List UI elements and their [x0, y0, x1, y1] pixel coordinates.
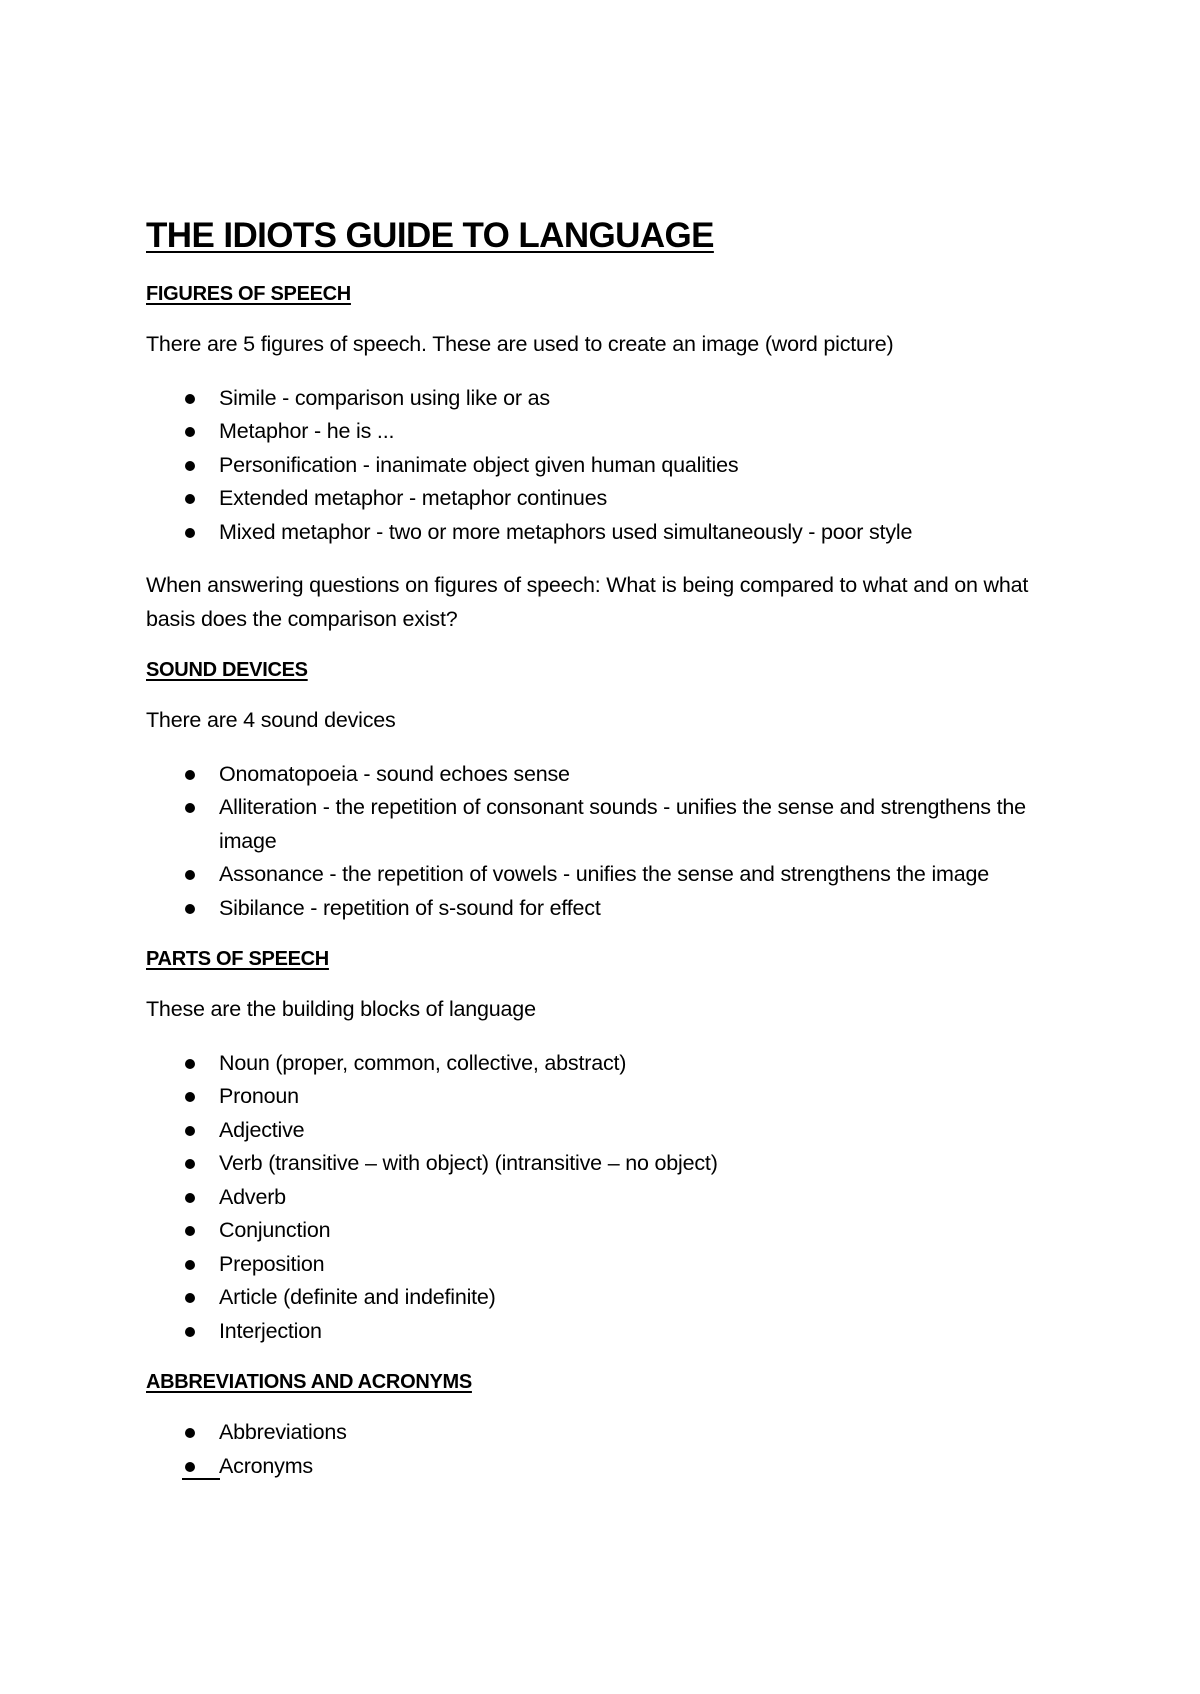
bullet-icon — [185, 1293, 195, 1303]
section-note: When answering questions on figures of speech: What is being compared to what and on what basis does the comparison exist? — [146, 573, 1029, 631]
section-heading: ABBREVIATIONS AND ACRONYMS — [146, 1371, 472, 1393]
list-item-text: Acronyms — [219, 1453, 313, 1478]
section-heading: PARTS OF SPEECH — [146, 948, 329, 970]
bullet-icon — [185, 1327, 195, 1337]
bullet-icon — [185, 1092, 195, 1102]
list-item — [146, 858, 1066, 892]
bullet-icon — [185, 1059, 195, 1069]
list-item-text: Alliteration - the repetition of consonant sounds - unifies the sense and strengthens the image — [219, 795, 1026, 853]
list-item — [146, 1047, 1066, 1081]
list-item — [146, 1281, 1066, 1315]
bullet-icon — [185, 803, 195, 813]
list-item-text: Conjunction — [219, 1218, 331, 1242]
bullet-icon — [185, 427, 195, 437]
list-item — [146, 482, 1066, 516]
bullet-icon — [185, 494, 195, 504]
section-intro: There are 5 figures of speech. These are used to create an image (word picture) — [146, 332, 894, 356]
list-item — [146, 449, 1066, 483]
section-figures-of-speech — [146, 280, 1066, 636]
bullet-icon — [185, 1159, 195, 1169]
bullet-icon — [185, 1260, 195, 1270]
document-title: THE IDIOTS GUIDE TO LANGUAGE — [146, 216, 714, 255]
section-heading: SOUND DEVICES — [146, 659, 308, 681]
bullet-list — [146, 382, 1066, 550]
bullet-icon — [185, 870, 195, 880]
list-item-text: Verb (transitive – with object) (intransitive – no object) — [219, 1151, 718, 1175]
list-item-text: Onomatopoeia - sound echoes sense — [219, 761, 570, 786]
list-item-text: Adjective — [219, 1117, 305, 1142]
section-sound-devices — [146, 656, 1066, 925]
list-item-text: Personification - inanimate object given human qualities — [219, 452, 739, 477]
bullet-icon — [185, 1193, 195, 1203]
list-item-text: Assonance - the repetition of vowels - unifies the sense and strengthens the image — [219, 862, 990, 886]
list-item-text: Preposition — [219, 1251, 325, 1276]
bullet-icon — [185, 461, 195, 471]
list-item-text: Pronoun — [219, 1084, 299, 1108]
bullet-list — [146, 758, 1066, 926]
list-item-text: Simile - comparison using like or as — [219, 385, 550, 410]
list-item-text: Article (definite and indefinite) — [219, 1285, 496, 1309]
bullet-icon — [185, 528, 195, 538]
section-parts-of-speech — [146, 945, 1066, 1348]
list-item — [146, 1214, 1066, 1248]
list-item — [146, 1181, 1066, 1215]
list-item-text: Abbreviations — [219, 1420, 347, 1444]
list-item — [146, 791, 1066, 858]
list-item — [146, 415, 1066, 449]
section-intro: There are 4 sound devices — [146, 708, 396, 732]
list-item-text: Noun (proper, common, collective, abstract) — [219, 1050, 627, 1075]
list-item-text: Sibilance - repetition of s-sound for effect — [219, 895, 601, 920]
list-item — [146, 1248, 1066, 1282]
list-item — [146, 1114, 1066, 1148]
list-item — [146, 758, 1066, 792]
bullet-icon — [185, 1226, 195, 1236]
list-item-text: Mixed metaphor - two or more metaphors used simultaneously - poor style — [219, 519, 913, 544]
list-item — [146, 892, 1066, 926]
bullet-icon — [185, 1428, 195, 1438]
bullet-icon — [185, 904, 195, 914]
bullet-list — [146, 1047, 1066, 1349]
list-item-text: Extended metaphor - metaphor continues — [219, 486, 607, 510]
document-page — [146, 214, 1066, 1503]
bullet-list — [146, 1416, 1066, 1483]
section-heading: FIGURES OF SPEECH — [146, 283, 351, 305]
list-item — [146, 1147, 1066, 1181]
bullet-icon — [185, 770, 195, 780]
bullet-icon — [185, 394, 195, 404]
bullet-icon — [185, 1462, 195, 1472]
list-item — [146, 516, 1066, 550]
list-item — [146, 1080, 1066, 1114]
section-intro: These are the building blocks of language — [146, 997, 536, 1021]
list-item-text: Interjection — [219, 1318, 322, 1343]
list-item-text: Adverb — [219, 1184, 286, 1209]
list-item — [146, 382, 1066, 416]
list-item — [146, 1416, 1066, 1450]
list-item — [146, 1450, 1066, 1484]
section-abbreviations-and-acronyms — [146, 1368, 1066, 1483]
bullet-icon — [185, 1126, 195, 1136]
list-item-text: Metaphor - he is ... — [219, 419, 395, 443]
list-item — [146, 1315, 1066, 1349]
